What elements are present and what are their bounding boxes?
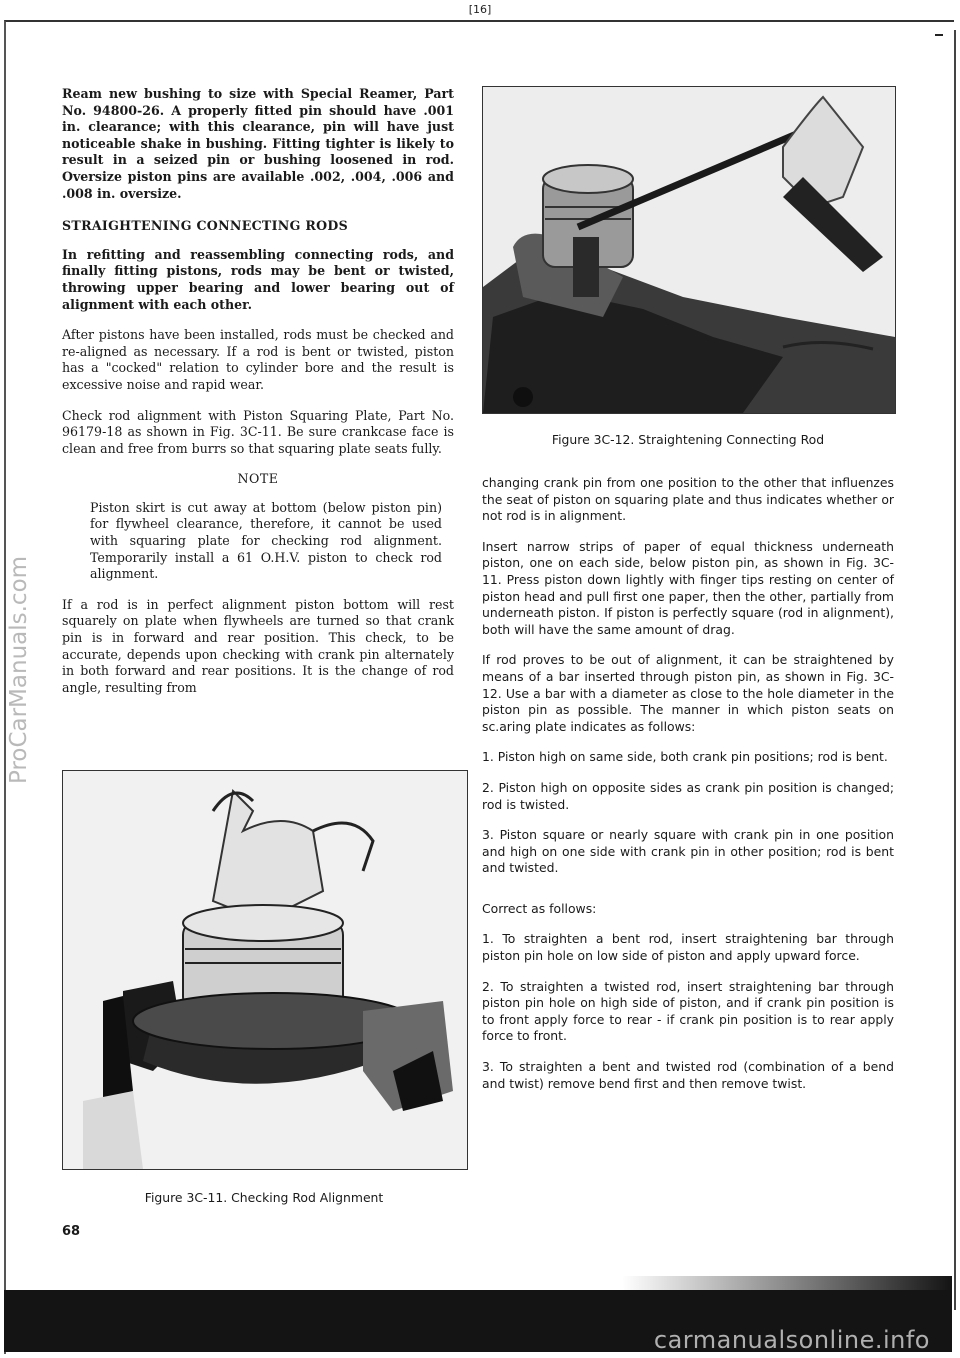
note-block <box>90 500 442 583</box>
list-item-condition-1: 1. Piston high on same side, both crank pin positions; rod is bent. <box>482 749 888 765</box>
side-watermark-text: ProCarManuals.com <box>6 555 32 785</box>
bottom-watermark: carmanualsonline.info <box>653 1326 930 1354</box>
note-text: Piston skirt is cut away at bottom (below piston pin) for flywheel clearance, therefore, it cannot be used with squaring plate for checking rod alignment. Temporarily install a 61 O.H.V. piston to check rod alignment. <box>90 499 442 582</box>
list-item-fix-3: 3. To straighten a bent and twisted rod (combination of a bend and twist) remove bend first and then remove twist. <box>482 1059 894 1091</box>
left-column <box>62 86 454 710</box>
paragraph-perfect-alignment: If a rod is in perfect alignment piston bottom will rest squarely on plate when flywheels are turned so that crank pin is in forward and rear position. This check, to be accurate, depends upon checking with crank pin alternately in both forward and rear positions. It is the change of rod angle, resulting from <box>62 596 454 695</box>
figure-3c11-caption: Figure 3C-11. Checking Rod Alignment <box>144 1190 384 1205</box>
right-edge-rule <box>954 30 956 1310</box>
paragraph-reaming: Ream new bushing to size with Special Reamer, Part No. 94800-26. A properly fitted pin should have .001 in. clearance; with this clearance, pin will have just noticeable shake in bushing. Fitting tighter is likely to result in a seized pin or bushing loosened in rod. Oversize piston pins are available .002, .004, .006 and .008 in. oversize. <box>62 86 454 201</box>
correct-as-follows-label: Correct as follows: <box>482 900 597 916</box>
list-item-fix-2: 2. To straighten a twisted rod, insert straightening bar through piston pin hole on high side of piston, and if crank pin position is to front apply force to rear - if crank pin position is to rear apply force to front. <box>482 978 894 1044</box>
figure-3c11-illustration <box>63 771 467 1169</box>
list-item-fix-1: 1. To straighten a bent rod, insert straightening bar through piston pin hole on low side of piston and apply upward force. <box>482 931 894 964</box>
paragraph-if-rod-out: If rod proves to be out of alignment, it can be straightened by means of a bar inserted through piston pin, as shown in Fig. 3C-12. Use a bar with a diameter as close to the hole diameter in the piston pin as possible. The manner in which piston seats on sc.aring plate indicates as follows: <box>482 652 894 734</box>
paragraph-after-install: After pistons have been installed, rods must be checked and re-aligned as necessary. If a rod is bent or twisted, piston has a "cocked" relation to cylinder bore and the result is excessive noise and rapid wear. <box>62 327 454 392</box>
figure-3c12-illustration <box>483 87 895 413</box>
page-number: 68 <box>62 1224 81 1239</box>
paragraph-check-alignment: Check rod alignment with Piston Squaring Plate, Part No. 96179-18 as shown in Fig. 3C-11. Be sure crankcase face is clean and free from burrs so that squaring plate seats fully. <box>62 407 454 456</box>
section-heading: STRAIGHTENING CONNECTING RODS <box>62 218 348 234</box>
note-title: NOTE <box>237 471 279 487</box>
paragraph-insert-paper: Insert narrow strips of paper of equal thickness underneath piston, one on each side, below piston pin, as shown in Fig. 3C-11. Press piston down lightly with finger tips resting on center of piston head and pull first one paper, then the other, partially from underneath piston. If piston is perfectly square (rod in alignment), both will have the same amount of drag. <box>482 538 894 637</box>
corner-tick-mark <box>935 34 943 36</box>
side-watermark <box>2 555 36 785</box>
right-column <box>482 475 894 1106</box>
figure-3c11-photo <box>62 770 468 1170</box>
list-item-condition-3: 3. Piston square or nearly square with crank pin in one position and high on one side with crank pin in other position; rod is bent and twisted. <box>482 827 894 876</box>
figure-3c12-photo <box>482 86 896 414</box>
paragraph-changing-crank: changing crank pin from one position to the other that influenzes the seat of piston on squaring plate and thus indicates whether or not rod is in alignment. <box>482 475 894 524</box>
page-header-label: [16] <box>468 3 492 16</box>
figure-3c12-caption: Figure 3C-12. Straightening Connecting Rod <box>551 432 825 447</box>
list-item-condition-2: 2. Piston high on opposite sides as crank pin position is changed; rod is twisted. <box>482 779 894 812</box>
paragraph-refitting: In refitting and reassembling connecting rods, and finally fitting pistons, rods may be bent or twisted, throwing upper bearing and lower bearing out of alignment with each other. <box>62 246 454 312</box>
